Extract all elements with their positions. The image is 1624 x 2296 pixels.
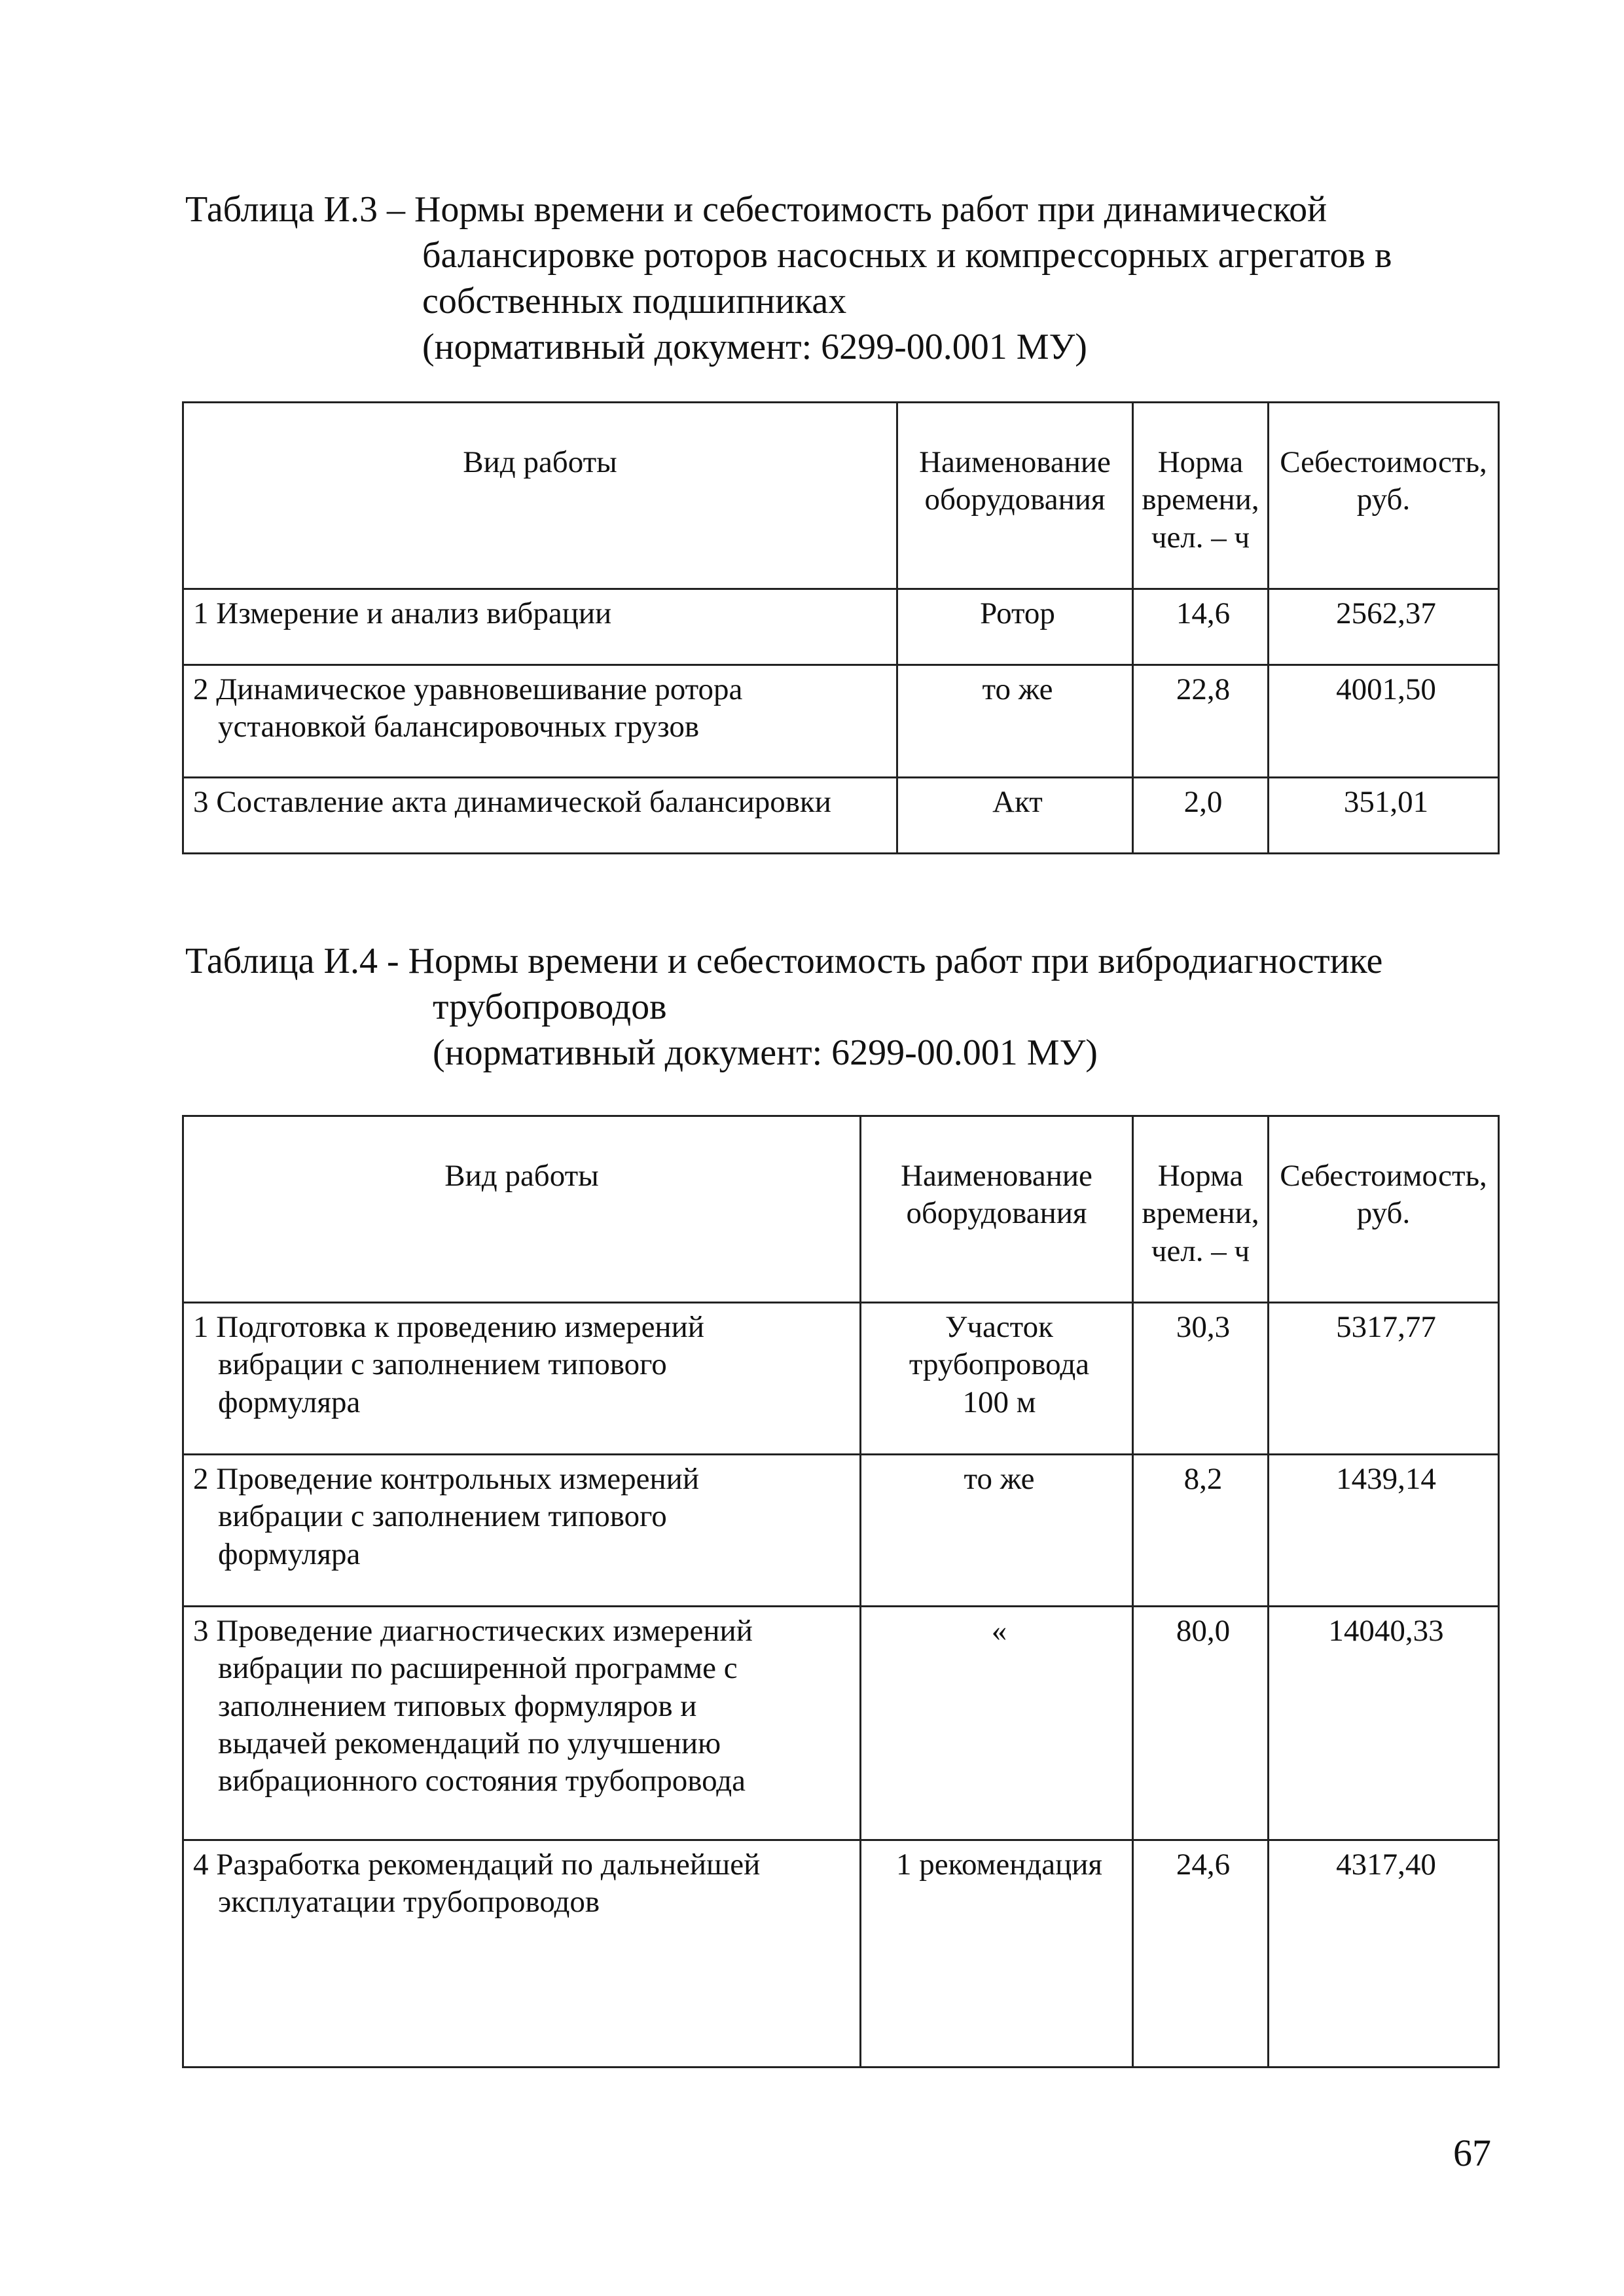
table4-row-2-equipment — [861, 1455, 1133, 1607]
table4-header-equipment-line-1: Наименование — [901, 1159, 1092, 1193]
table4-row-4-time: 24,6 — [1133, 1840, 1269, 2068]
table4-row-1-time: 30,3 — [1133, 1303, 1269, 1455]
table3-header-cost-line-1: Себестоимость, — [1280, 445, 1487, 479]
table4-row-4-work-line-2: эксплуатации трубопроводов — [218, 1885, 600, 1920]
table3-row-2-cost: 4001,50 — [1269, 665, 1499, 778]
table3-row-1-work-line-1: 1 Измерение и анализ вибрации — [193, 596, 612, 630]
table3-row-3-equipment: Акт — [897, 778, 1133, 854]
table4-row-1-work-line-2: вибрации с заполнением типового — [218, 1347, 667, 1382]
table3-header-time — [1133, 403, 1269, 589]
table4-row-3-work-line-4: выдачей рекомендаций по улучшению — [218, 1726, 721, 1760]
table3-header-time-line-2: времени, — [1142, 483, 1259, 517]
table-row — [183, 778, 1499, 854]
table4-row-2-work-line-3: формуляра — [218, 1537, 361, 1571]
table4-row-2-equipment-line-1: то же — [964, 1462, 1035, 1496]
table4-row-4-equipment-line-1: 1 рекомендация — [895, 1848, 1103, 1882]
table4-header-cost-line-2: руб. — [1356, 1196, 1411, 1231]
table3-header-cost — [1269, 403, 1499, 589]
table3-caption-line-2: балансировке роторов насосных и компрессорных агрегатов в — [422, 235, 1392, 276]
table-row — [183, 1840, 1499, 2068]
table3-row-1-work — [183, 589, 897, 665]
table-row — [183, 589, 1499, 665]
table3-row-2-time: 22,8 — [1133, 665, 1269, 778]
table4-header-time-line-1: Норма — [1157, 1159, 1244, 1193]
table4-header-cost-line-1: Себестоимость, — [1280, 1159, 1487, 1193]
page-number: 67 — [1453, 2132, 1491, 2174]
table-row — [183, 1303, 1499, 1455]
table3-row-3-time: 2,0 — [1133, 778, 1269, 854]
table3 — [182, 401, 1500, 854]
table4-row-1-work — [183, 1303, 861, 1455]
table3-header-work-label: Вид работы — [463, 445, 617, 479]
table4-row-3-cost: 14040,33 — [1269, 1607, 1499, 1840]
table3-row-2-work-line-2: установкой балансировочных грузов — [218, 710, 700, 744]
table4-row-2-time: 8,2 — [1133, 1455, 1269, 1607]
table4-row-4-equipment — [861, 1840, 1133, 2068]
table4-row-4-cost: 4317,40 — [1269, 1840, 1499, 2068]
table3-header-work — [183, 403, 897, 589]
table3-header-row — [183, 403, 1499, 589]
table4-row-2-work-line-1: 2 Проведение контрольных измерений — [193, 1462, 699, 1496]
table4-row-1-equipment — [861, 1303, 1133, 1455]
table4-header-time-line-2: времени, — [1142, 1196, 1259, 1231]
table4-row-3-work-line-5: вибрационного состояния трубопровода — [218, 1764, 746, 1798]
table4-row-1-equipment-line-2: трубопровода — [909, 1347, 1090, 1382]
table3-header-cost-line-2: руб. — [1356, 483, 1411, 517]
table4-header-row — [183, 1116, 1499, 1303]
table4-row-3-work-line-2: вибрации по расширенной программе с — [218, 1651, 738, 1686]
table3-caption-line-1: Таблица И.3 – Нормы времени и себестоимость работ при динамической — [185, 189, 1327, 230]
table3-caption-line-4: (нормативный документ: 6299-00.001 МУ) — [422, 327, 1087, 367]
table4-row-3-equipment — [861, 1607, 1133, 1840]
table3-row-2-work-line-1: 2 Динамическое уравновешивание ротора — [193, 672, 743, 706]
table4-caption-line-3: (нормативный документ: 6299-00.001 МУ) — [433, 1032, 1098, 1073]
table-row — [183, 1455, 1499, 1607]
table4-row-2-cost: 1439,14 — [1269, 1455, 1499, 1607]
table4-header-equipment-line-2: оборудования — [906, 1196, 1087, 1231]
table4 — [182, 1115, 1500, 2068]
table-row — [183, 665, 1499, 778]
table4-header-work-label: Вид работы — [444, 1159, 599, 1193]
table3-row-3-work-line-1: 3 Составление акта динамической балансировки — [193, 785, 831, 819]
table3-caption-line-3: собственных подшипниках — [422, 281, 847, 321]
table4-row-1-work-line-1: 1 Подготовка к проведению измерений — [193, 1310, 704, 1344]
table3-row-2-equipment: то же — [897, 665, 1133, 778]
table3-row-3-cost: 351,01 — [1269, 778, 1499, 854]
table3-row-1-cost: 2562,37 — [1269, 589, 1499, 665]
table-row — [183, 1607, 1499, 1840]
table4-row-3-equipment-line-1: « — [991, 1614, 1007, 1648]
table4-header-cost — [1269, 1116, 1499, 1303]
table3-header-equipment — [897, 403, 1133, 589]
table4-caption-line-1: Таблица И.4 - Нормы времени и себестоимость работ при вибродиагностике — [185, 941, 1383, 981]
table3-header-time-line-1: Норма — [1157, 445, 1244, 479]
table4-row-4-work — [183, 1840, 861, 2068]
table4-row-3-work — [183, 1607, 861, 1840]
table3-row-1-equipment: Ротор — [897, 589, 1133, 665]
table4-row-1-equipment-line-1: Участок — [945, 1310, 1053, 1344]
table3-caption — [185, 191, 1392, 365]
table4-row-1-equipment-line-3: 100 м — [962, 1385, 1036, 1419]
table3-row-1-time: 14,6 — [1133, 589, 1269, 665]
table3-row-3-work — [183, 778, 897, 854]
table4-header-time-line-3: чел. – ч — [1151, 1233, 1250, 1268]
table3-row-2-work — [183, 665, 897, 778]
table4-caption — [185, 943, 1382, 1071]
table3-header-equipment-line-2: оборудования — [924, 483, 1106, 517]
table4-caption-line-2: трубопроводов — [433, 987, 667, 1027]
table4-row-3-work-line-1: 3 Проведение диагностических измерений — [193, 1614, 753, 1648]
table4-row-2-work-line-2: вибрации с заполнением типового — [218, 1499, 667, 1534]
table4-header-equipment — [861, 1116, 1133, 1303]
table4-header-work — [183, 1116, 861, 1303]
table4-row-1-work-line-3: формуляра — [218, 1385, 361, 1419]
table4-row-4-work-line-1: 4 Разработка рекомендаций по дальнейшей — [193, 1848, 761, 1882]
table3-header-time-line-3: чел. – ч — [1151, 520, 1250, 555]
table4-row-3-work-line-3: заполнением типовых формуляров и — [218, 1688, 697, 1723]
table3-header-equipment-line-1: Наименование — [919, 445, 1111, 479]
table4-row-1-cost: 5317,77 — [1269, 1303, 1499, 1455]
table4-header-time — [1133, 1116, 1269, 1303]
table4-row-2-work — [183, 1455, 861, 1607]
table4-row-3-time: 80,0 — [1133, 1607, 1269, 1840]
